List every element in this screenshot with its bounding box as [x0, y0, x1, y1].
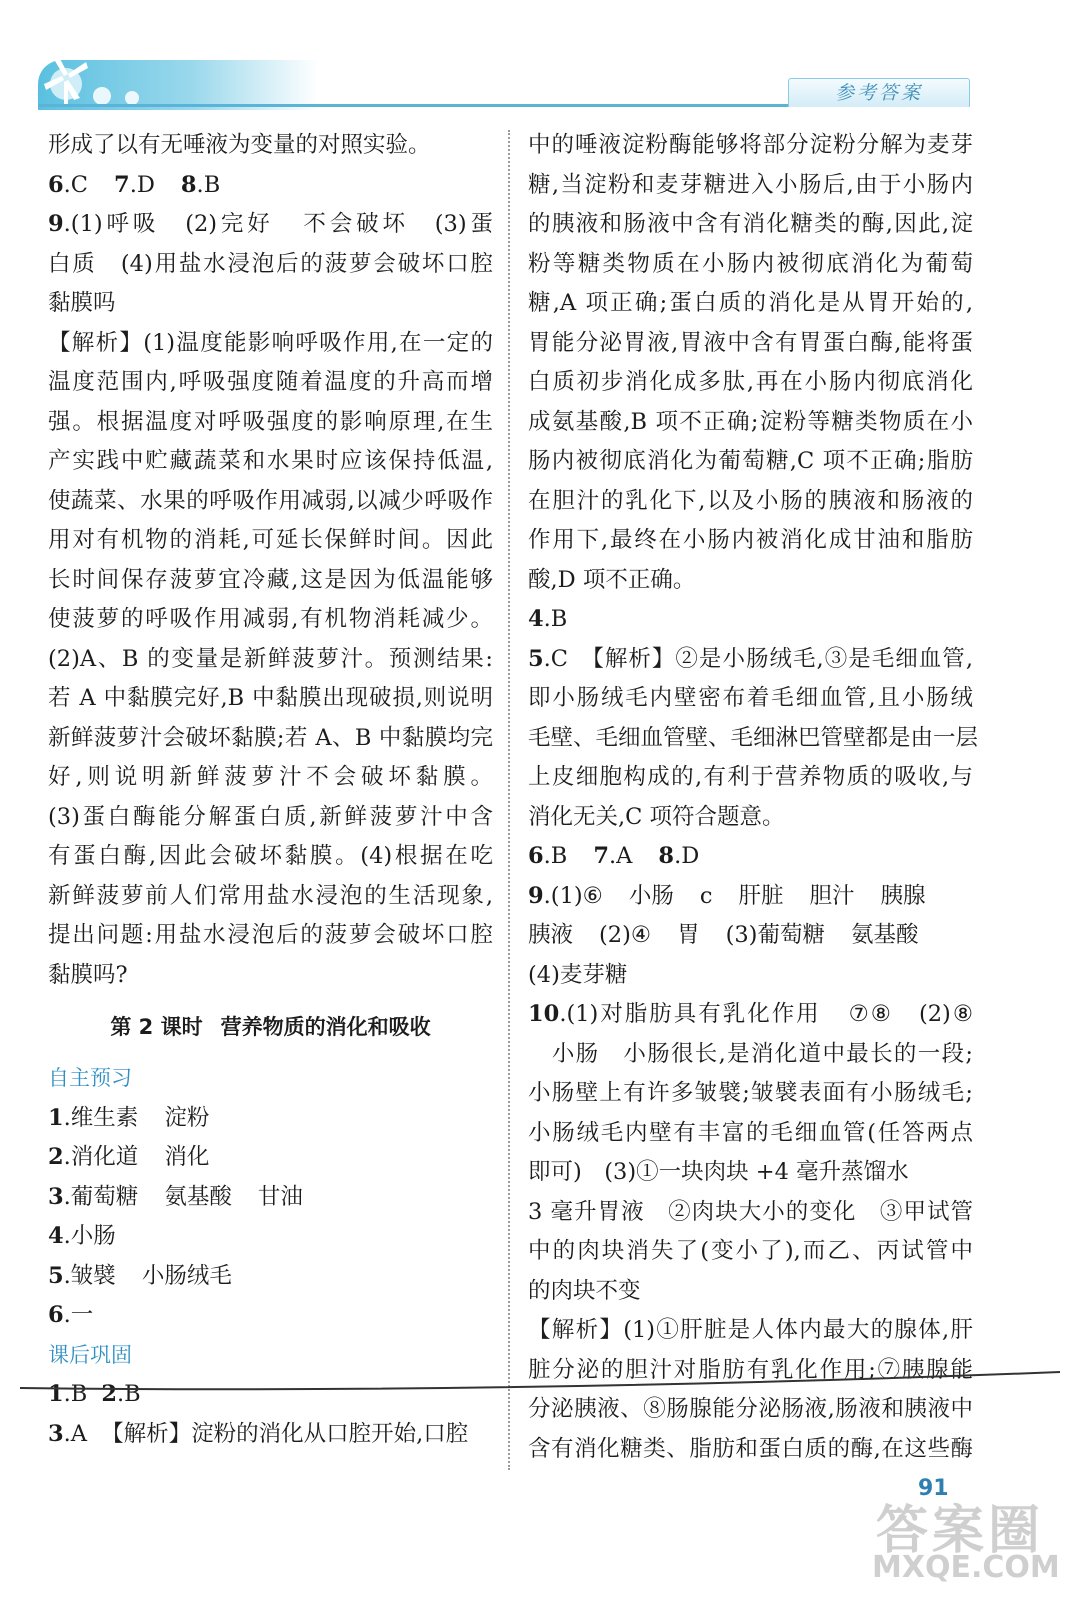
text-line: 好,则说明新鲜菠萝汁不会破坏黏膜。 — [48, 764, 493, 790]
answer: .B — [63, 1381, 88, 1407]
question-number: 9 — [528, 882, 544, 909]
answer-fragment: .皱襞 — [63, 1262, 116, 1289]
answer-fragment: 消化 — [164, 1144, 210, 1170]
text-line: 新鲜菠萝汁会破坏黏膜;若 A、B 中黏膜均完 — [48, 724, 493, 751]
answer: .A — [63, 1420, 88, 1447]
text-line: 粉等糖类物质在小肠内被彻底消化为葡萄 — [528, 250, 973, 277]
question-number: 2 — [101, 1381, 117, 1407]
text-line: 胃能分泌胃液,胃液中含有胃蛋白酶,能将蛋 — [528, 329, 973, 356]
text-line: 小肠 小肠很长,是消化道中最长的一段; — [528, 1040, 973, 1067]
answer-fragment: 不会破坏 — [299, 211, 409, 237]
text-line: 含有消化糖类、脂肪和蛋白质的酶,在这些酶 — [528, 1435, 973, 1462]
watermark — [862, 1488, 1062, 1592]
answer-fragment: 甘油 — [257, 1183, 303, 1210]
preview-item — [48, 1257, 493, 1297]
answer-fragment: .(1)对脂肪具有乳化作用 — [559, 1001, 821, 1027]
answer-fragment: .A — [609, 843, 633, 869]
answer-key-tab: 参考答案 — [788, 78, 970, 107]
question-number: 6 — [528, 843, 544, 869]
text-line: 小肠壁上有许多皱襞;皱襞表面有小肠绒毛; — [528, 1080, 973, 1106]
text-line: 用对有机物的消耗,可延长保鲜时间。因此 — [48, 527, 493, 553]
text-line: 肠内被彻底消化为葡萄糖,C 项不正确;脂肪 — [528, 448, 973, 474]
column-divider — [508, 130, 510, 1470]
question-number: 2 — [48, 1144, 64, 1170]
answer-fragment: .B — [543, 606, 568, 632]
answer-fragment: .C 【解析】②是小肠绒毛,③是毛细血管, — [543, 645, 973, 672]
text-line: 形成了以有无唾液为变量的对照实验。 — [48, 132, 431, 158]
answer-fragment: .B — [196, 171, 221, 198]
preview-item — [48, 1178, 493, 1218]
text-line: 在胆汁的乳化下,以及小肠的胰液和肠液的 — [528, 487, 973, 514]
answer-fragment: c — [699, 882, 713, 909]
question-number: 3 — [48, 1183, 64, 1210]
answer-fragment: .葡萄糖 — [63, 1183, 139, 1210]
answer-fragment: .D — [129, 171, 155, 198]
consolidate-line-2 — [48, 1415, 493, 1461]
right-answer-lines — [528, 126, 979, 1469]
text-line: 的胰液和肠液中含有消化糖类的酶,因此,淀 — [528, 211, 973, 237]
analysis-text: 【解析】淀粉的消化从口腔开始,口腔 — [101, 1420, 469, 1447]
answer-fragment: .C — [63, 171, 89, 198]
text-line: 上皮细胞构成的,有利于营养物质的吸收,与 — [528, 764, 973, 790]
text-line — [528, 916, 973, 956]
answer: .B — [117, 1381, 141, 1407]
question-number: 5 — [48, 1262, 64, 1289]
text-line: (2)A、B 的变量是新鲜菠萝汁。预测结果: — [48, 645, 493, 672]
answer-fragment: 淀粉 — [164, 1104, 210, 1131]
question-number: 9 — [48, 211, 64, 237]
text-line: 小肠绒毛内壁有丰富的毛细血管(任答两点 — [528, 1119, 973, 1146]
question-number: 5 — [528, 645, 544, 672]
text-line: 消化无关,C 项符合题意。 — [528, 803, 785, 830]
text-line: 有蛋白酶,因此会破坏黏膜。(4)根据在吃 — [48, 843, 493, 869]
text-line: 若 A 中黏膜完好,B 中黏膜出现破损,则说明 — [48, 685, 493, 711]
left-answer-lines — [48, 126, 493, 995]
consolidate-heading: 课后巩固 — [48, 1342, 132, 1367]
text-line: 脏分泌的胆汁对脂肪有乳化作用;⑦胰腺能 — [528, 1356, 973, 1383]
preview-item — [48, 1099, 493, 1139]
text-line: 产实践中贮藏蔬菜和水果时应该保持低温, — [48, 448, 493, 474]
text-line: 即可) (3)①一块肉块 +4 毫升蒸馏水 — [528, 1159, 909, 1185]
text-line — [528, 995, 973, 1035]
answer-fragment: (2)⑧ — [918, 1001, 973, 1027]
question-number: 3 — [48, 1420, 64, 1447]
page-edge-curve — [0, 1366, 1072, 1406]
text-line: 温度范围内,呼吸强度随着温度的升高而增 — [48, 369, 493, 395]
text-line: 【解析】(1)温度能影响呼吸作用,在一定的 — [48, 329, 493, 356]
text-line — [528, 640, 973, 680]
text-line: 中的唾液淀粉酶能够将部分淀粉分解为麦芽 — [528, 132, 973, 158]
preview-item — [48, 1138, 493, 1178]
text-line: 中的肉块消失了(变小了),而乙、丙试管中 — [528, 1238, 973, 1264]
question-number: 7 — [114, 171, 130, 198]
preview-item — [48, 1217, 493, 1257]
lesson-title: 营养物质的消化和吸收 — [220, 1015, 431, 1039]
answer-fragment: 胰腺 — [880, 882, 926, 909]
text-line: 的肉块不变 — [528, 1277, 641, 1304]
question-number: 6 — [48, 171, 64, 198]
answer-fragment: ⑦⑧ — [846, 1001, 893, 1027]
question-number: 7 — [593, 843, 609, 869]
preview-answer-list — [48, 1099, 493, 1336]
answer-fragment: .D — [674, 843, 700, 869]
right-column — [528, 126, 979, 1469]
answer-fragment: 小肠绒毛 — [141, 1262, 232, 1289]
answer-fragment: .(1)⑥ — [543, 882, 603, 909]
text-line: 使菠萝的呼吸作用减弱,有机物消耗减少。 — [48, 606, 493, 632]
answer-fragment: .B — [543, 843, 568, 869]
watermark-url: MXQE.COM — [872, 1550, 1060, 1585]
question-number: 4 — [528, 606, 544, 632]
question-number: 8 — [180, 171, 197, 198]
text-line: 分泌胰液、⑧肠腺能分泌肠液,肠液和胰液中 — [528, 1396, 973, 1422]
answer-fragment: 胃 — [677, 922, 700, 948]
page-header — [0, 0, 1072, 120]
windmill-icon — [40, 52, 150, 112]
text-line: 提出问题:用盐水浸泡后的菠萝会破坏口腔 — [48, 922, 493, 948]
answer-fragment: 小肠 — [628, 882, 674, 909]
answer-fragment: .(1)呼吸 — [63, 211, 160, 237]
question-number: 1 — [48, 1381, 64, 1407]
answer-fragment: .小肠 — [63, 1223, 116, 1249]
text-line: 使蔬菜、水果的呼吸作用减弱,以减少呼吸作 — [48, 487, 493, 514]
text-line: 糖,当淀粉和麦芽糖进入小肠后,由于小肠内 — [528, 171, 973, 198]
text-line: 毛壁、毛细血管壁、毛细淋巴管壁都是由一层 — [528, 724, 979, 751]
question-number: 10 — [528, 1001, 560, 1027]
text-line: 黏膜吗 — [48, 290, 116, 316]
left-column — [48, 126, 493, 1461]
text-line: 作用下,最终在小肠内被消化成甘油和脂肪 — [528, 527, 973, 553]
page-number: 91 — [918, 1476, 949, 1501]
answer-fragment: 氨基酸 — [850, 922, 919, 948]
text-line: 新鲜菠萝前人们常用盐水浸泡的生活现象, — [48, 882, 493, 909]
preview-item — [48, 1296, 493, 1336]
text-line: (4)麦芽糖 — [528, 961, 628, 988]
question-number: 8 — [658, 843, 675, 869]
text-line: 【解析】(1)①肝脏是人体内最大的腺体,肝 — [528, 1317, 973, 1343]
lesson-heading — [48, 995, 493, 1059]
preview-heading: 自主预习 — [48, 1066, 132, 1090]
answer-fragment: 胰液 — [528, 922, 574, 948]
question-number: 4 — [48, 1223, 64, 1249]
text-line: 长时间保存菠萝宜冷藏,这是因为低温能够 — [48, 566, 493, 593]
text-line: 强。根据温度对呼吸强度的影响原理,在生 — [48, 408, 493, 435]
text-line: 白质 (4)用盐水浸泡后的菠萝会破坏口腔 — [48, 250, 493, 277]
question-number: 6 — [48, 1302, 64, 1328]
answer-fragment: 肝脏 — [738, 882, 784, 909]
text-line — [528, 837, 973, 877]
answer-fragment: (3)葡萄糖 — [725, 922, 825, 948]
text-line: 糖,A 项正确;蛋白质的消化是从胃开始的, — [528, 290, 973, 316]
answer-fragment: .维生素 — [63, 1104, 139, 1131]
text-line — [528, 877, 973, 917]
text-line — [48, 166, 493, 206]
text-line: 酸,D 项不正确。 — [528, 566, 696, 593]
answer-fragment: .消化道 — [63, 1144, 139, 1170]
text-line: 白质初步消化成多肽,再在小肠内彻底消化 — [528, 369, 973, 395]
text-line: 即小肠绒毛内壁密布着毛细血管,且小肠绒 — [528, 685, 973, 711]
question-number: 1 — [48, 1104, 64, 1131]
text-line: 3 毫升胃液 ②肉块大小的变化 ③甲试管 — [528, 1198, 973, 1225]
answer-fragment: (2)④ — [599, 922, 652, 948]
text-line — [528, 600, 973, 640]
text-line: 成氨基酸,B 项不正确;淀粉等糖类物质在小 — [528, 408, 973, 435]
answer-fragment: 氨基酸 — [164, 1183, 232, 1210]
text-line: 黏膜吗? — [48, 961, 128, 988]
lesson-number: 第 2 课时 — [110, 1015, 203, 1039]
text-line — [48, 205, 493, 245]
answer-fragment: (2)完好 — [185, 211, 274, 237]
answer-fragment: .一 — [63, 1302, 94, 1328]
answer-fragment: 胆汁 — [809, 882, 855, 909]
answer-fragment: (3)蛋 — [434, 211, 493, 237]
watermark-brand: 答案圈 — [876, 1501, 1045, 1561]
text-line: (3)蛋白酶能分解蛋白质,新鲜菠萝汁中含 — [48, 803, 493, 830]
